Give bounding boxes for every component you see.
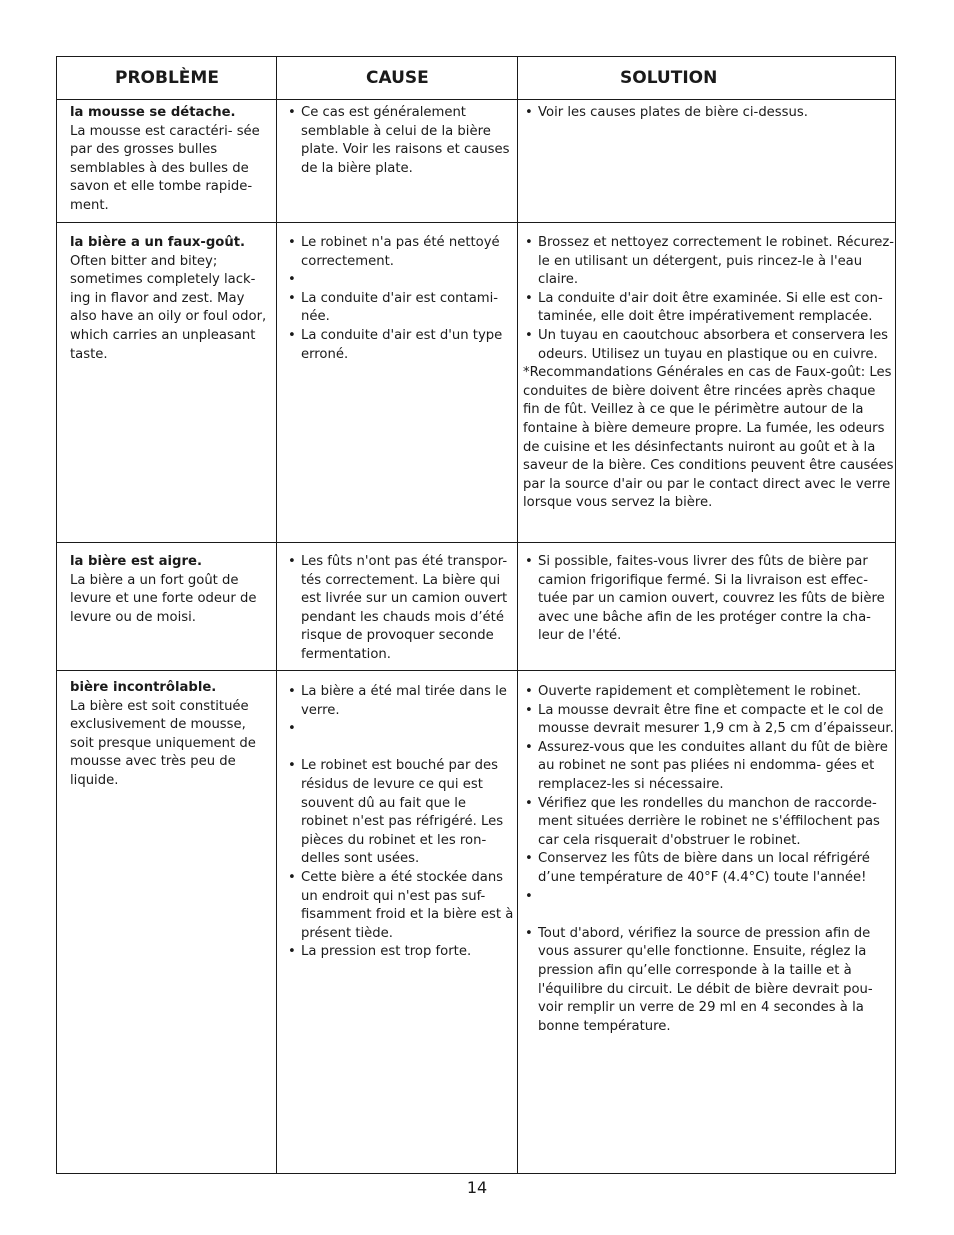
cause-item: • Le robinet n'a pas été nettoyé correctement. xyxy=(286,234,517,271)
header-solution: SOLUTION xyxy=(620,68,718,88)
solution-cell xyxy=(523,104,895,123)
problem-text: La bière est soit constituée exclusivement de mousse, soit presque uniquement de mousse avec très peu de liquide. xyxy=(70,698,256,788)
solution-item: • Si possible, faites-vous livrer des fûts de bière par camion frigorifique fermé. Si la livraison est effec- tuée par un camion ouvert, couvrez les fûts de bière avec une bâche afin de les protéger contre la cha- leur de l'été. xyxy=(523,553,895,646)
column-divider xyxy=(276,57,277,1173)
solution-cell xyxy=(523,553,895,646)
cause-cell xyxy=(286,683,517,962)
cause-item: • La conduite d'air est d'un type erroné. xyxy=(286,327,517,364)
solution-item: • Vérifiez que les rondelles du manchon de raccorde- ment situées derrière le robinet ne s'éffilochent pas car cela risquerait d'obstruer le robinet. xyxy=(523,795,895,851)
spacer xyxy=(286,271,517,290)
solution-item: • Conservez les fûts de bière dans un local réfrigéré d’une température de 40°F (4.4°C) toute l'année! xyxy=(523,850,895,887)
problem-title: la bière a un faux-goût. xyxy=(70,235,246,250)
problem-cell xyxy=(70,104,270,216)
row-divider xyxy=(57,670,895,671)
header-cause: CAUSE xyxy=(366,68,429,88)
problem-cell xyxy=(70,553,270,627)
cause-item: • La conduite d'air est contami- née. xyxy=(286,290,517,327)
problem-title: la mousse se détache. xyxy=(70,105,236,120)
problem-cell xyxy=(70,234,267,364)
cause-item: • La bière a été mal tirée dans le verre. xyxy=(286,683,517,720)
column-divider xyxy=(517,57,518,1173)
row-divider xyxy=(57,222,895,223)
cause-cell xyxy=(286,234,517,364)
cause-cell xyxy=(286,104,517,178)
solution-item: • Voir les causes plates de bière ci-dessus. xyxy=(523,104,895,123)
cause-item: • Les fûts n'ont pas été transpor- tés correctement. La bière qui est livrée sur un camion ouvert pendant les chauds mois d’été risque de provoquer seconde fermentation. xyxy=(286,553,517,665)
cause-cell xyxy=(286,553,517,665)
cause-item: • Le robinet est bouché par des résidus de levure ce qui est souvent dû au fait que le robinet n'est pas réfrigéré. Les pièces du robinet et les ron- delles sont usées. xyxy=(286,757,517,869)
problem-cell xyxy=(70,679,270,791)
row-divider xyxy=(57,542,895,543)
cause-item: • Ce cas est généralement semblable à celui de la bière plate. Voir les raisons et causes de la bière plate. xyxy=(286,104,517,178)
solution-item: • Un tuyau en caoutchouc absorbera et conservera les odeurs. Utilisez un tuyau en plastique ou en cuivre. xyxy=(523,327,895,364)
row-divider xyxy=(57,99,895,100)
troubleshooting-table xyxy=(56,56,896,1174)
problem-title: bière incontrôlable. xyxy=(70,680,217,695)
problem-text: Often bitter and bitey; sometimes completely lack- ing in flavor and zest. May also have an oily or foul odor, which carries an unpleasant taste. xyxy=(70,253,267,362)
page-number: 14 xyxy=(466,1178,488,1197)
solution-item: • Ouverte rapidement et complètement le robinet. xyxy=(523,683,895,702)
solution-cell xyxy=(523,683,895,1036)
problem-text: La bière a un fort goût de levure et une forte odeur de levure ou de moisi. xyxy=(70,572,257,625)
solution-item: • Tout d'abord, vérifiez la source de pression afin de vous assurer qu'elle fonctionne. Ensuite, réglez la pression afin qu’elle corresponde à la taille et à l'équilibre du circuit. Le débit de bière devrait pou- voir remplir un verre de 29 ml en 4 secondes à la bonne température. xyxy=(523,925,895,1037)
cause-item: • Cette bière a été stockée dans un endroit qui n'est pas suf- fisamment froid et la bière est à présent tiède. xyxy=(286,869,517,943)
solution-item: • La conduite d'air doit être examinée. Si elle est con- taminée, elle doit être impérativement remplacée. xyxy=(523,290,895,327)
problem-text: La mousse est caractéri- sée par des grosses bulles semblables à des bulles de savon et elle tombe rapide- ment. xyxy=(70,123,260,213)
spacer xyxy=(523,888,895,925)
problem-title: la bière est aigre. xyxy=(70,554,202,569)
solution-cell xyxy=(523,234,895,513)
general-recommendation-note: *Recommandations Générales en cas de Faux-goût: Les conduites de bière doivent être rincées après chaque fin de fût. Veillez à ce que le périmètre autour de la fontaine à bière demeure propre. La fumée, les odeurs de cuisine et les désinfectants nuiront au goût et à la saveur de la bière. Ces conditions peuvent être causées par la source d'air ou par le contact direct avec le verre lorsque vous servez la bière. xyxy=(523,365,894,511)
cause-item: • La pression est trop forte. xyxy=(286,943,517,962)
header-problem: PROBLÈME xyxy=(115,68,219,88)
solution-item: • Brossez et nettoyez correctement le robinet. Récurez-le en utilisant un détergent, puis rincez-le à l'eau claire. xyxy=(523,234,895,290)
solution-item: • La mousse devrait être fine et compacte et le col de mousse devrait mesurer 1,9 cm à 2,5 cm d’épaisseur. xyxy=(523,702,895,739)
solution-item: • Assurez-vous que les conduites allant du fût de bière au robinet ne sont pas pliées ni endomma- gées et remplacez-les si nécessaire. xyxy=(523,739,895,795)
spacer xyxy=(286,720,517,757)
